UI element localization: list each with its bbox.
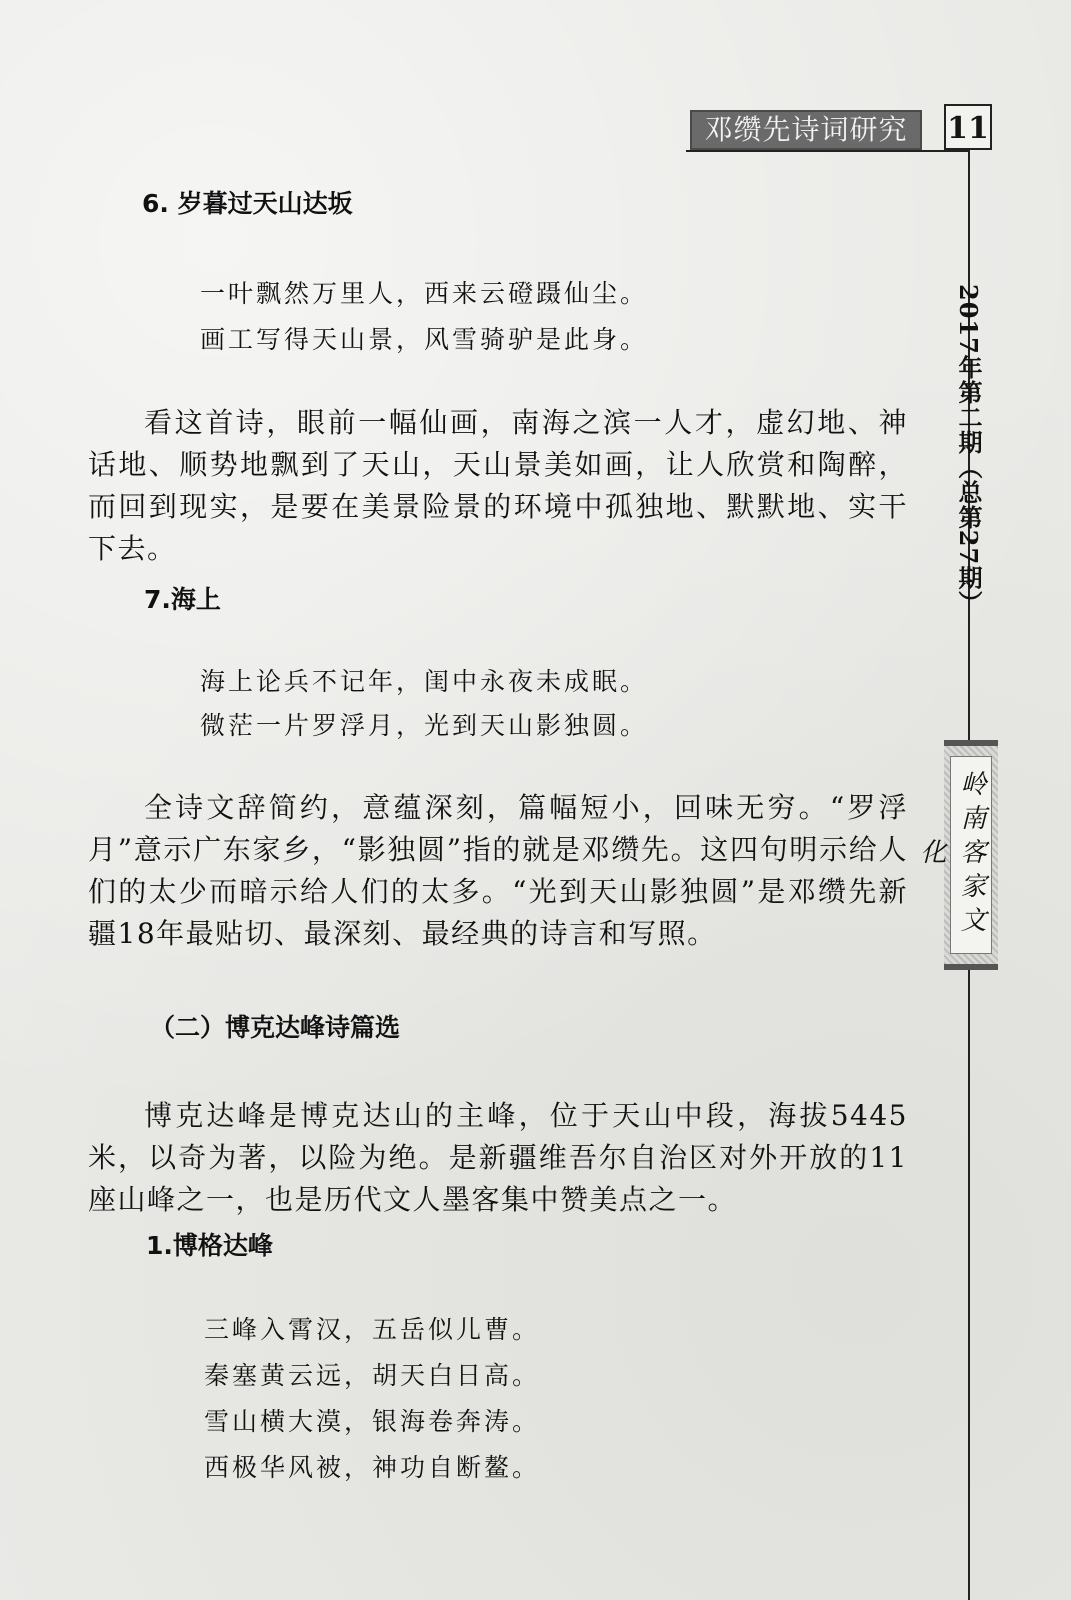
header-rule	[686, 150, 970, 152]
margin-rule	[968, 965, 970, 1600]
poem-line: 三峰入霄汉，五岳似儿曹。	[204, 1315, 541, 1344]
poem-line: 秦塞黄云远，胡天白日高。	[204, 1361, 541, 1390]
poem-line: 雪山横大漠，银海卷奔涛。	[204, 1407, 541, 1436]
commentary-paragraph: 全诗文辞简约，意蕴深刻，篇幅短小，回味无穷。“罗浮月”意示广东家乡，“影独圆”指的就是邓缵先。这四句明示给人们的太少而暗示给人们的太多。“光到天山影独圆”是邓缵先新疆18年最贴切、最深刻、最经典的诗言和写照。	[88, 791, 908, 950]
part-heading: （二）博克达峰诗篇选	[150, 1013, 401, 1042]
running-header-title: 邓缵先诗词研究	[690, 110, 922, 150]
poem-line: 画工写得天山景，风雪骑驴是此身。	[200, 325, 649, 354]
poem-line: 一叶飘然万里人，西来云磴蹑仙尘。	[200, 279, 649, 308]
intro-paragraph: 博克达峰是博克达山的主峰，位于天山中段，海拔5445米，以奇为著，以险为绝。是新疆维吾尔自治区对外开放的11座山峰之一，也是历代文人墨客集中赞美点之一。	[88, 1099, 908, 1216]
section-heading: 7.海上	[144, 585, 221, 614]
sub-heading: 1.博格达峰	[146, 1231, 273, 1260]
poem-line: 微茫一片罗浮月，光到天山影独圆。	[200, 711, 649, 740]
poem-line: 西极华风被，神功自断鳌。	[204, 1453, 541, 1482]
commentary-paragraph: 看这首诗，眼前一幅仙画，南海之滨一人才，虚幻地、神话地、顺势地飘到了天山，天山景美如画，让人欣赏和陶醉，而回到现实，是要在美景险景的环境中孤独地、默默地、实干下去。	[88, 406, 908, 565]
section-heading: 6. 岁暮过天山达坂	[142, 189, 353, 218]
scroll-seal-icon	[916, 740, 998, 970]
seal-text: 岭南客家文化	[950, 756, 992, 954]
poem-line: 海上论兵不记年，闺中永夜未成眠。	[200, 667, 649, 696]
issue-label: 2017年第二期（总第27期）	[954, 284, 983, 616]
page-number: 11	[944, 104, 992, 150]
